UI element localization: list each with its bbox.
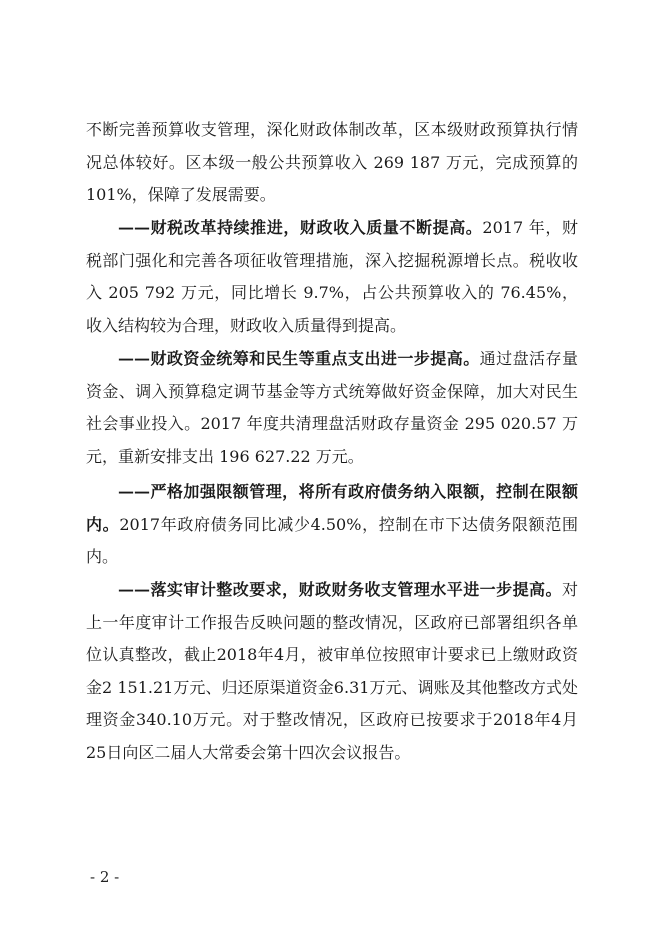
paragraph-tax-reform	[86, 212, 578, 342]
paragraph-text: 对上一年度审计工作报告反映问题的整改情况，区政府已部署组织各单位认真整改，截止2018年4月，被审单位按照审计要求已上缴财政资金2 151.21万元、归还原渠道资金6.31万元、调账及其他整改方式处理资金340.10万元。对于整改情况，区政府已按要求于2018年4月25日向区二届人大常委会第十四次会议报告。	[86, 580, 578, 762]
page-number: - 2 -	[90, 868, 120, 886]
paragraph-text: 通过盘活存量资金、调入预算稳定调节基金等方式统筹做好资金保障，加大对民生社会事业投入。2017 年度共清理盘活财政存量资金 295 020.57 万元，重新安排支出 196 627.22 万元。	[86, 349, 578, 466]
paragraph-debt-limit	[86, 476, 578, 574]
paragraph-fund-coordination	[86, 343, 578, 473]
paragraph-heading: ——财税改革持续推进，财政收入质量不断提高。	[118, 218, 483, 237]
paragraph-text: 不断完善预算收支管理，深化财政体制改革，区本级财政预算执行情况总体较好。区本级一般公共预算收入 269 187 万元，完成预算的 101%，保障了发展需要。	[86, 120, 578, 205]
paragraph-heading: ——落实审计整改要求，财政财务收支管理水平进一步提高。	[118, 580, 562, 599]
paragraph-heading: ——严格加强限额管理，将所有政府债务纳入限额，控制在限额内。	[86, 482, 578, 534]
paragraph-heading: ——财政资金统筹和民生等重点支出进一步提高。	[118, 349, 480, 368]
paragraph-text: 2017年政府债务同比减少4.50%，控制在市下达债务限额范围内。	[86, 514, 578, 567]
paragraph-text: 2017 年，财税部门强化和完善各项征收管理措施，深入挖掘税源增长点。税收收入 205 792 万元，同比增长 9.7%，占公共预算收入的 76.45%，收入结构较为合理，财政收入质量得到提高。	[86, 218, 578, 335]
paragraph-audit-rectification	[86, 574, 578, 770]
paragraph-budget-summary	[86, 114, 578, 212]
